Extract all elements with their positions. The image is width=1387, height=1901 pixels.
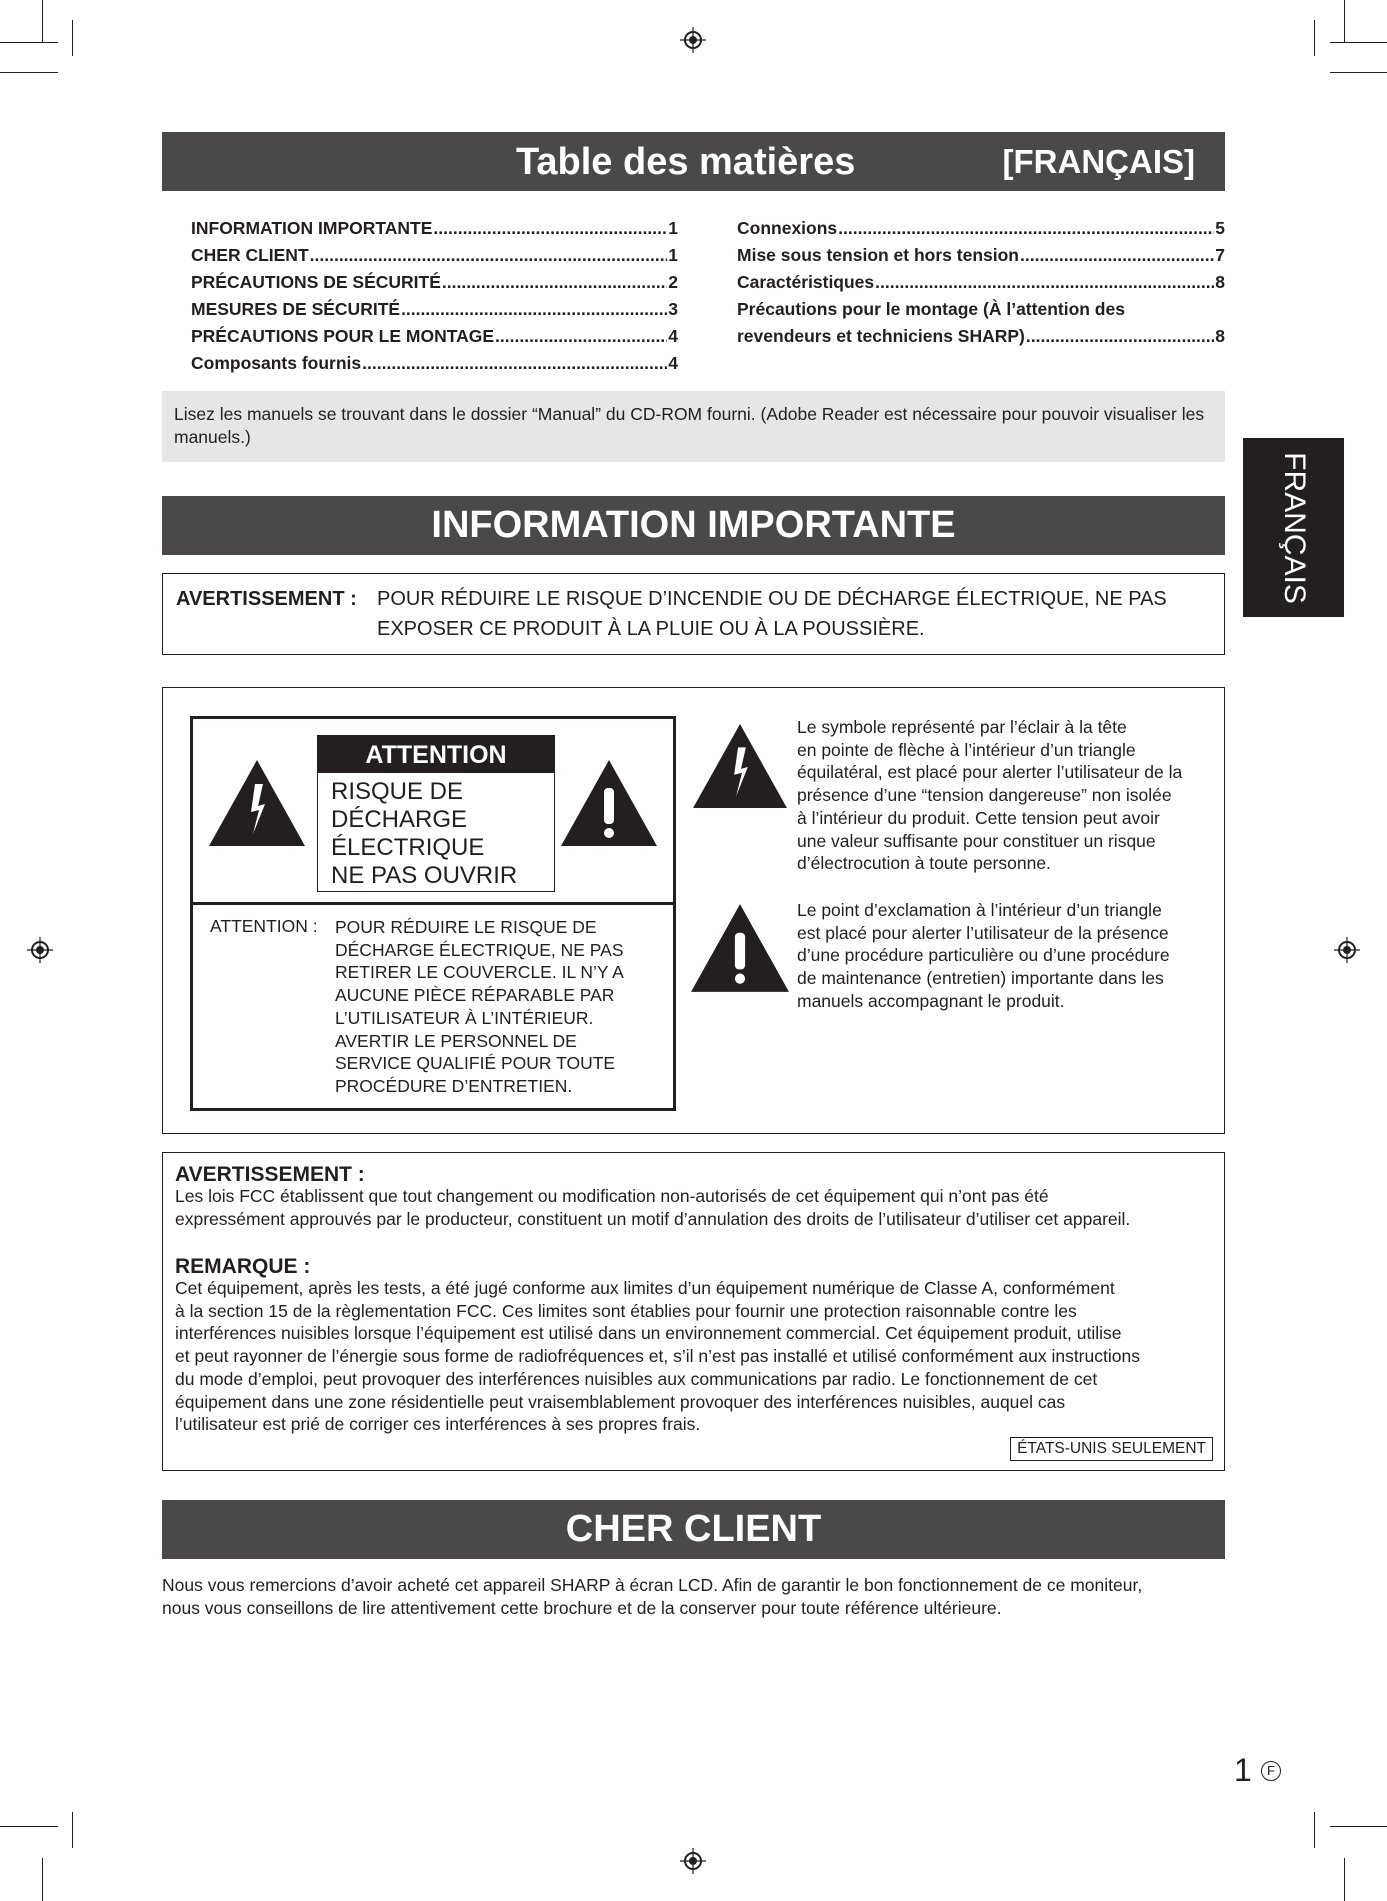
toc-entry[interactable]: INFORMATION IMPORTANTE ..... 1 [191, 215, 678, 242]
page-suffix-badge: F [1261, 1761, 1281, 1781]
toc-entry[interactable]: Mise sous tension et hors tension ..... 7 [737, 242, 1225, 269]
toc-entry[interactable]: CHER CLIENT ..... 1 [191, 242, 678, 269]
page-title: Table des matières [516, 141, 856, 183]
language-side-tab[interactable]: FRANÇAIS [1243, 438, 1344, 617]
manual-note: Lisez les manuels se trouvant dans le dossier “Manual” du CD-ROM fourni. (Adobe Reader est nécessaire pour pouvoir visualiser les manuels.) [162, 391, 1225, 462]
registration-mark-icon [680, 1848, 706, 1874]
exclamation-symbol-description: Le point d’exclamation à l’intérieur d’un triangle est placé pour alerter l’utilisateur de la présence d’une procédure particulière ou d’une procédure de maintenance (entretien) importante dans les manuels accompagnant le produit. [797, 900, 1170, 1011]
toc-header [162, 132, 1225, 191]
toc-entry[interactable]: Caractéristiques ..... 8 [737, 269, 1225, 296]
caution-label: ATTENTION RISQUE DE DÉCHARGE ÉLECTRIQUE NE PAS OUVRIR ATTENTION : POUR RÉDUIRE LE RISQUE DE DÉCHARGE ÉLECTRIQUE, NE PAS RETIRER LE COUVERCLE. IL N’Y A AUCUNE PIÈCE RÉPARABLE PAR L’UTILISATEUR À L’INTÉRIEUR. AVERTIR LE PERSONNEL DE SERVICE QUALIFIÉ POUR TOUTE PROCÉDURE D’ENTRETIEN. [190, 716, 676, 1111]
toc-entry[interactable]: Composants fournis ..... 4 [191, 350, 678, 377]
section-header-customer: CHER CLIENT [162, 1500, 1225, 1559]
usa-only-badge: ÉTATS-UNIS SEULEMENT [1010, 1437, 1213, 1461]
toc-entry[interactable]: MESURES DE SÉCURITÉ ..... 3 [191, 296, 678, 323]
fcc-notice-box: AVERTISSEMENT : Les lois FCC établissent que tout changement ou modification non-autorisés de cet équipement qui n’ont pas été expressément approuvés par le producteur, constituent un motif d’annulation des droits de l’utilisateur d’utiliser cet appareil. REMARQUE : Cet équipement, après les tests, a été jugé conforme aux limites d’un équipement numérique de Classe A, conformément à la section 15 de la règlementation FCC. Ces limites sont établies pour fournir une protection raisonnable contre les interférences nuisibles lorsque l’équipement est utilisé dans un environnement commercial. Cet équipement produit, utilise et peut rayonner de l’énergie sous forme de radiofréquences et, s’il n’est pas installé et utilisé conformément aux instructions du mode d’emploi, peut provoquer des interférences nuisibles aux communications par radio. Le fonctionnement de cet équipement dans une zone résidentielle peut vraisemblablement provoquer des interférences nuisibles, auquel cas l’utilisateur est prié de corriger ces interférences à ses propres frais. ÉTATS-UNIS SEULEMENT [162, 1152, 1225, 1471]
toc-entry[interactable]: PRÉCAUTIONS DE SÉCURITÉ ..... 2 [191, 269, 678, 296]
toc-left [191, 215, 678, 377]
exclamation-warning-icon [559, 758, 659, 848]
toc-entry[interactable]: PRÉCAUTIONS POUR LE MONTAGE ..... 4 [191, 323, 678, 350]
customer-text: Nous vous remercions d’avoir acheté cet appareil SHARP à écran LCD. Afin de garantir le bon fonctionnement de ce moniteur, nous vous conseillons de lire attentivement cette brochure et de la conserver pour toute référence ultérieure. [162, 1575, 1143, 1618]
page-number: 1 [1234, 1752, 1252, 1788]
language-tag: [FRANÇAIS] [1002, 143, 1195, 180]
toc-entry[interactable]: Précautions pour le montage (À l’attention des [737, 299, 1125, 319]
registration-mark-icon [27, 937, 53, 963]
fire-warning-box: AVERTISSEMENT : POUR RÉDUIRE LE RISQUE D’INCENDIE OU DE DÉCHARGE ÉLECTRIQUE, NE PAS EXPOSER CE PRODUIT À LA PLUIE OU À LA POUSSIÈRE. [162, 573, 1225, 655]
attention-sticker: ATTENTION RISQUE DE DÉCHARGE ÉLECTRIQUE NE PAS OUVRIR [317, 735, 555, 892]
toc-entry[interactable]: revendeurs et techniciens SHARP) ..... 8 [737, 323, 1225, 350]
toc-entry[interactable]: Connexions ..... 5 [737, 215, 1225, 242]
registration-mark-icon [680, 27, 706, 53]
lightning-symbol-icon [691, 722, 789, 810]
lightning-symbol-description: Le symbole représenté par l’éclair à la tête en pointe de flèche à l’intérieur d’un triangle équilatéral, est placé pour alerter l’utilisateur de la présence d’une “tension dangereuse” non isolée à l’intérieur du produit. Cette tension peut avoir une valeur suffisante pour constituer un risque d’électrocution à toute personne. [797, 717, 1183, 874]
exclamation-symbol-icon [689, 902, 791, 994]
section-header-information: INFORMATION IMPORTANTE [162, 496, 1225, 555]
lightning-warning-icon [207, 758, 307, 848]
safety-symbols-box [162, 687, 1225, 1134]
registration-mark-icon [1334, 937, 1360, 963]
toc-right [737, 215, 1225, 350]
